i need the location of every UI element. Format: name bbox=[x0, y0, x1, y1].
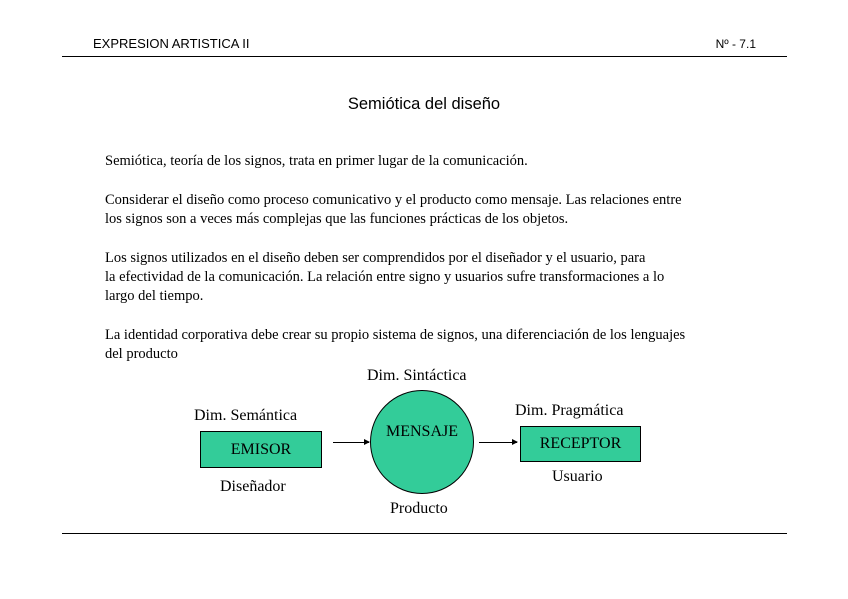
receptor-box bbox=[520, 426, 641, 462]
paragraph-line: del producto bbox=[105, 346, 178, 362]
footer-divider bbox=[62, 533, 787, 534]
mensaje-label: MENSAJE bbox=[385, 423, 458, 440]
paragraph-line: largo del tiempo. bbox=[105, 288, 204, 304]
receptor-label: RECEPTOR bbox=[539, 435, 622, 452]
paragraph-line: Considerar el diseño como proceso comunicativo y el producto como mensaje. Las relaciones entre bbox=[105, 192, 682, 208]
emisor-label: EMISOR bbox=[230, 440, 292, 458]
course-title: EXPRESION ARTISTICA II bbox=[93, 36, 250, 51]
paragraph-line: La identidad corporativa debe crear su propio sistema de signos, una diferenciación de los lenguajes bbox=[105, 327, 686, 343]
paragraph-line: Los signos utilizados en el diseño deben ser comprendidos por el diseñador y el usuario, para bbox=[105, 250, 646, 266]
syntactic-dimension-label: Dim. Sintáctica bbox=[367, 367, 467, 384]
paragraph-line: los signos son a veces más complejas que las funciones prácticas de los objetos. bbox=[105, 211, 569, 227]
page-title: Semiótica del diseño bbox=[347, 95, 501, 113]
paragraph-line: la efectividad de la comunicación. La relación entre signo y usuarios sufre transformaciones a lo bbox=[105, 269, 665, 285]
designer-label: Diseñador bbox=[220, 478, 286, 495]
paragraph-line: Semiótica, teoría de los signos, trata en primer lugar de la comunicación. bbox=[105, 153, 528, 169]
arrow-to-receptor bbox=[479, 442, 517, 443]
page-number: Nº - 7.1 bbox=[715, 37, 756, 51]
arrow-to-mensaje bbox=[333, 442, 369, 443]
pragmatic-dimension-label: Dim. Pragmática bbox=[515, 402, 624, 419]
user-label: Usuario bbox=[552, 468, 603, 485]
mensaje-circle bbox=[370, 390, 474, 494]
emisor-box bbox=[200, 431, 322, 468]
semantic-dimension-label: Dim. Semántica bbox=[194, 407, 298, 424]
product-label: Producto bbox=[390, 500, 448, 517]
